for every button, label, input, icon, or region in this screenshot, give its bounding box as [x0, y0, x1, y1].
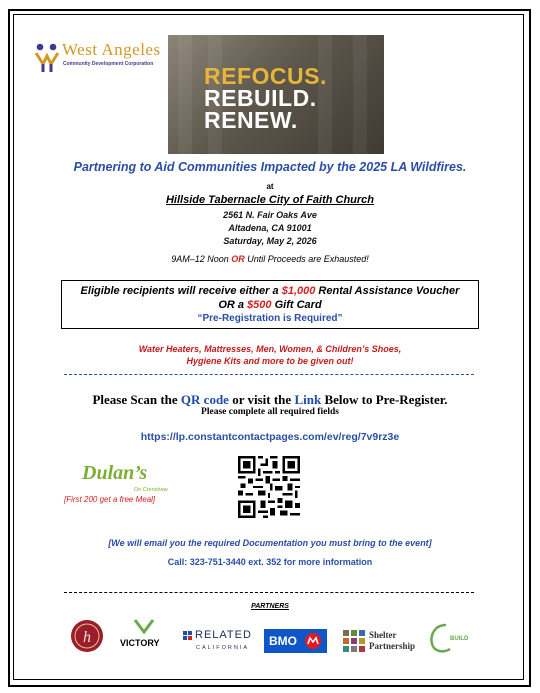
related-name: RELATED: [195, 629, 252, 641]
scan-link-word: Link: [294, 392, 322, 407]
hero-line-renew: RENEW.: [204, 107, 298, 133]
event-hours: [0, 254, 540, 264]
hero-banner: [168, 35, 384, 154]
build-name: BUILD: [450, 636, 469, 642]
dulans-subtitle: On Crenshaw: [134, 487, 168, 493]
hero-line-refocus: REFOCUS.: [204, 63, 327, 89]
at-label: at: [266, 182, 274, 191]
west-angeles-logo-icon: [34, 42, 62, 74]
call-info: Call: 323-751-3440 ext. 352 for more information: [167, 557, 373, 567]
venue-city: Altadena, CA 91001: [228, 223, 312, 233]
scan-qr-word: QR code: [180, 392, 229, 407]
related-logo-icon: [183, 631, 193, 641]
org-subtitle: Community Development Corporation: [63, 61, 154, 67]
registration-link[interactable]: https://lp.constantcontactpages.com/ev/reg/7v9rz3e: [140, 431, 400, 443]
shelter-name: Shelter: [369, 630, 397, 640]
complete-fields-note: Please complete all required fields: [201, 407, 339, 417]
bmo-roundel-icon: [304, 632, 322, 650]
scan-text: Please Scan the: [92, 392, 181, 407]
venue-name: Hillside Tabernacle City of Faith Church: [165, 194, 375, 206]
hero-line-rebuild: REBUILD.: [204, 85, 317, 111]
giveaway-line-1: Water Heaters, Mattresses, Men, Women, & Children’s Shoes,: [138, 344, 402, 354]
voucher-text-end: Rental Assistance Voucher: [315, 285, 460, 297]
shelter-partnership-icon: [343, 630, 365, 652]
divider-black: [64, 592, 474, 593]
voucher-or: OR a: [218, 299, 248, 311]
partners-label: PARTNERS: [251, 603, 289, 610]
voucher-line-1: [62, 285, 478, 297]
divider-blue: [64, 374, 474, 375]
hours-text-end: Until Proceeds are Exhausted!: [244, 254, 369, 264]
qr-code-icon[interactable]: [238, 456, 300, 518]
giveaway-line-2: Hygiene Kits and more to be given out!: [186, 356, 354, 366]
victory-logo-icon: [132, 618, 156, 634]
partnership-name: Partnership: [369, 641, 415, 651]
scan-text-middle: or visit the: [228, 392, 295, 407]
headline: Partnering to Aid Communities Impacted by the 2025 LA Wildfires.: [73, 160, 467, 174]
pre-registration-required: “Pre-Registration is Required”: [197, 313, 343, 324]
dulans-logo: Dulan’s: [82, 462, 148, 484]
voucher-gift-card: Gift Card: [271, 299, 322, 311]
voucher-box: [61, 280, 479, 329]
voucher-amount-1000: $1,000: [281, 285, 316, 297]
event-date: Saturday, May 2, 2026: [223, 236, 317, 246]
hours-or: OR: [231, 254, 245, 264]
scan-instructions: [0, 392, 540, 408]
victory-name: VICTORY: [120, 638, 160, 648]
bmo-logo: [264, 629, 327, 653]
hillside-seal-icon: [70, 619, 104, 653]
bmo-name: BMO: [269, 634, 297, 648]
org-name: West Angeles: [62, 40, 161, 59]
email-documentation-note: [We will email you the required Documentation you must bring to the event]: [108, 538, 432, 548]
voucher-text: Eligible recipients will receive either a: [80, 285, 282, 297]
svg-text:h: h: [83, 629, 91, 646]
voucher-line-2: [62, 299, 478, 311]
venue-street: 2561 N. Fair Oaks Ave: [223, 210, 317, 220]
free-meal-note: [First 200 get a free Meal]: [64, 495, 156, 504]
voucher-amount-500: $500: [247, 299, 272, 311]
scan-text-end: Below to Pre-Register.: [321, 392, 448, 407]
hours-text: 9AM–12 Noon: [171, 254, 232, 264]
related-subtitle: CALIFORNIA: [196, 645, 250, 651]
